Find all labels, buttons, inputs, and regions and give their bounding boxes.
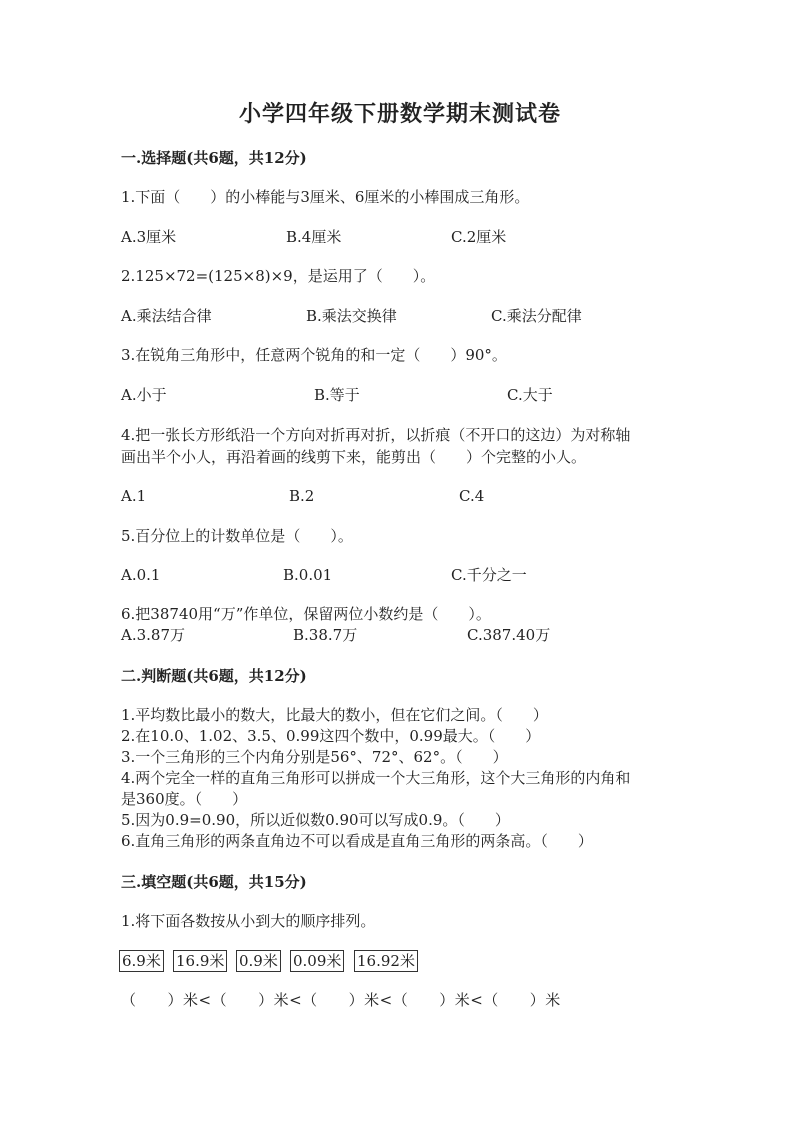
- s1-q2-text: 2.125×72=(125×8)×9，是运用了（ ）。: [121, 267, 436, 285]
- s1-q4-option-a: A.1: [121, 487, 147, 505]
- page-title: 小学四年级下册数学期末测试卷: [238, 101, 561, 127]
- s1-q6-option-c: C.387.40万: [467, 626, 551, 644]
- number-box: 0.9米: [236, 950, 281, 972]
- s1-q1-option-b: B.4厘米: [286, 228, 342, 246]
- s1-q4-line1: 4.把一张长方形纸沿一个方向对折再对折，以折痕（不开口的这边）为对称轴: [121, 426, 631, 444]
- s1-q1-option-a: A.3厘米: [121, 228, 177, 246]
- s2-item-4-line1: 4.两个完全一样的直角三角形可以拼成一个大三角形，这个大三角形的内角和: [121, 769, 631, 787]
- s1-q3-text: 3.在锐角三角形中，任意两个锐角的和一定（ ）90°。: [121, 346, 507, 364]
- s2-item-4-line2: 是360度。（ ）: [121, 790, 248, 808]
- s1-q5-option-b: B.0.01: [283, 566, 333, 584]
- s1-q4-option-b: B.2: [289, 487, 315, 505]
- s1-q5-option-a: A.0.1: [121, 566, 161, 584]
- s1-q2-option-c: C.乘法分配律: [491, 307, 582, 325]
- s2-item-5: 5.因为0.9=0.90，所以近似数0.90可以写成0.9。（ ）: [121, 811, 510, 829]
- s1-q3-option-b: B.等于: [314, 386, 360, 404]
- s3-q1-text: 1.将下面各数按从小到大的顺序排列。: [121, 912, 376, 930]
- s1-q3-option-c: C.大于: [507, 386, 553, 404]
- s1-q2-option-a: A.乘法结合律: [121, 307, 212, 325]
- s3-q1-answer-line: （ ）米<（ ）米<（ ）米<（ ）米<（ ）米: [121, 991, 561, 1009]
- s1-q5-text: 5.百分位上的计数单位是（ ）。: [121, 527, 353, 545]
- section-3-heading: 三.填空题(共6题，共15分): [121, 873, 307, 891]
- section-2-heading: 二.判断题(共6题，共12分): [121, 667, 307, 685]
- s2-item-3: 3.一个三角形的三个内角分别是56°、72°、62°。（ ）: [121, 748, 508, 766]
- s1-q5-option-c: C.千分之一: [451, 566, 527, 584]
- s1-q1-option-c: C.2厘米: [451, 228, 507, 246]
- number-box: 6.9米: [119, 950, 164, 972]
- number-box: 16.9米: [173, 950, 227, 972]
- s1-q2-option-b: B.乘法交换律: [306, 307, 397, 325]
- s2-item-1: 1.平均数比最小的数大，比最大的数小，但在它们之间。（ ）: [121, 706, 548, 724]
- s1-q1-text: 1.下面（ ）的小棒能与3厘米、6厘米的小棒围成三角形。: [121, 188, 530, 206]
- s1-q6-text: 6.把38740用“万”作单位，保留两位小数约是（ ）。: [121, 605, 491, 623]
- s2-item-6: 6.直角三角形的两条直角边不可以看成是直角三角形的两条高。（ ）: [121, 832, 593, 850]
- s1-q6-option-a: A.3.87万: [121, 626, 185, 644]
- s1-q4-line2: 画出半个小人，再沿着画的线剪下来，能剪出（ ）个完整的小人。: [121, 448, 587, 466]
- s1-q6-option-b: B.38.7万: [293, 626, 358, 644]
- s1-q3-option-a: A.小于: [121, 386, 167, 404]
- number-box: 0.09米: [290, 950, 344, 972]
- section-1-heading: 一.选择题(共6题，共12分): [121, 149, 307, 167]
- s1-q4-option-c: C.4: [459, 487, 485, 505]
- number-box: 16.92米: [354, 950, 418, 972]
- s2-item-2: 2.在10.0、1.02、3.5、0.99这四个数中，0.99最大。（ ）: [121, 727, 541, 745]
